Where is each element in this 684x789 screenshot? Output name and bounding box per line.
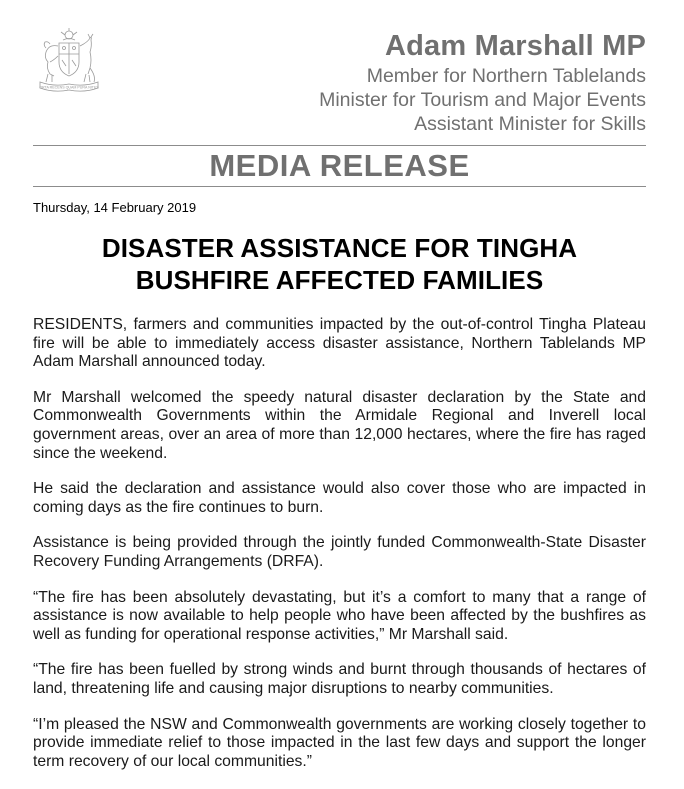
mp-role-assistant-minister: Assistant Minister for Skills	[414, 113, 646, 135]
release-body	[33, 316, 646, 788]
body-paragraph: “I’m pleased the NSW and Commonwealth governments are working closely together to provide immediate relief to those impacted in the last few days and support the longer term recovery of our local communities.”	[33, 715, 646, 770]
body-paragraph: Mr Marshall welcomed the speedy natural disaster declaration by the State and Commonwealth Governments within the Armidale Regional and Inverell local government areas, over an area of more than 12,000 hectares, where the fire has raged since the weekend.	[33, 388, 646, 462]
body-paragraph: He said the declaration and assistance would also cover those who are impacted in coming days as the fire continues to burn.	[33, 480, 646, 516]
nsw-coat-of-arms-logo	[34, 26, 104, 96]
body-paragraph: “The fire has been absolutely devastating, but it’s a comfort to many that a range of assistance is now available to help people who have been affected by the bushfires as well as funding for operational response activities,” Mr Marshall said.	[33, 588, 646, 643]
crest-motto-text: ORTA RECENS QUAM PURA NITES	[39, 85, 99, 90]
body-paragraph: Assistance is being provided through the jointly funded Commonwealth-State Disaster Recovery Funding Arrangements (DRFA).	[33, 534, 646, 570]
body-paragraph: RESIDENTS, farmers and communities impacted by the out-of-control Tingha Plateau fire will be able to immediately access disaster assistance, Northern Tablelands MP Adam Marshall announced today.	[33, 316, 646, 371]
body-paragraph: “The fire has been fuelled by strong winds and burnt through thousands of hectares of land, threatening life and causing major disruptions to nearby communities.	[33, 661, 646, 697]
media-release-banner: MEDIA RELEASE	[209, 148, 470, 183]
release-date: Thursday, 14 February 2019	[33, 200, 197, 215]
headline	[33, 232, 646, 296]
mp-name: Adam Marshall MP	[384, 30, 646, 62]
headline-line-1: DISASTER ASSISTANCE FOR TINGHA	[101, 233, 578, 263]
headline-line-2: BUSHFIRE AFFECTED FAMILIES	[135, 265, 544, 295]
header-block	[319, 28, 646, 136]
mp-role-minister: Minister for Tourism and Major Events	[319, 89, 646, 111]
mp-role-electorate: Member for Northern Tablelands	[366, 65, 646, 87]
bottom-divider	[33, 186, 646, 187]
